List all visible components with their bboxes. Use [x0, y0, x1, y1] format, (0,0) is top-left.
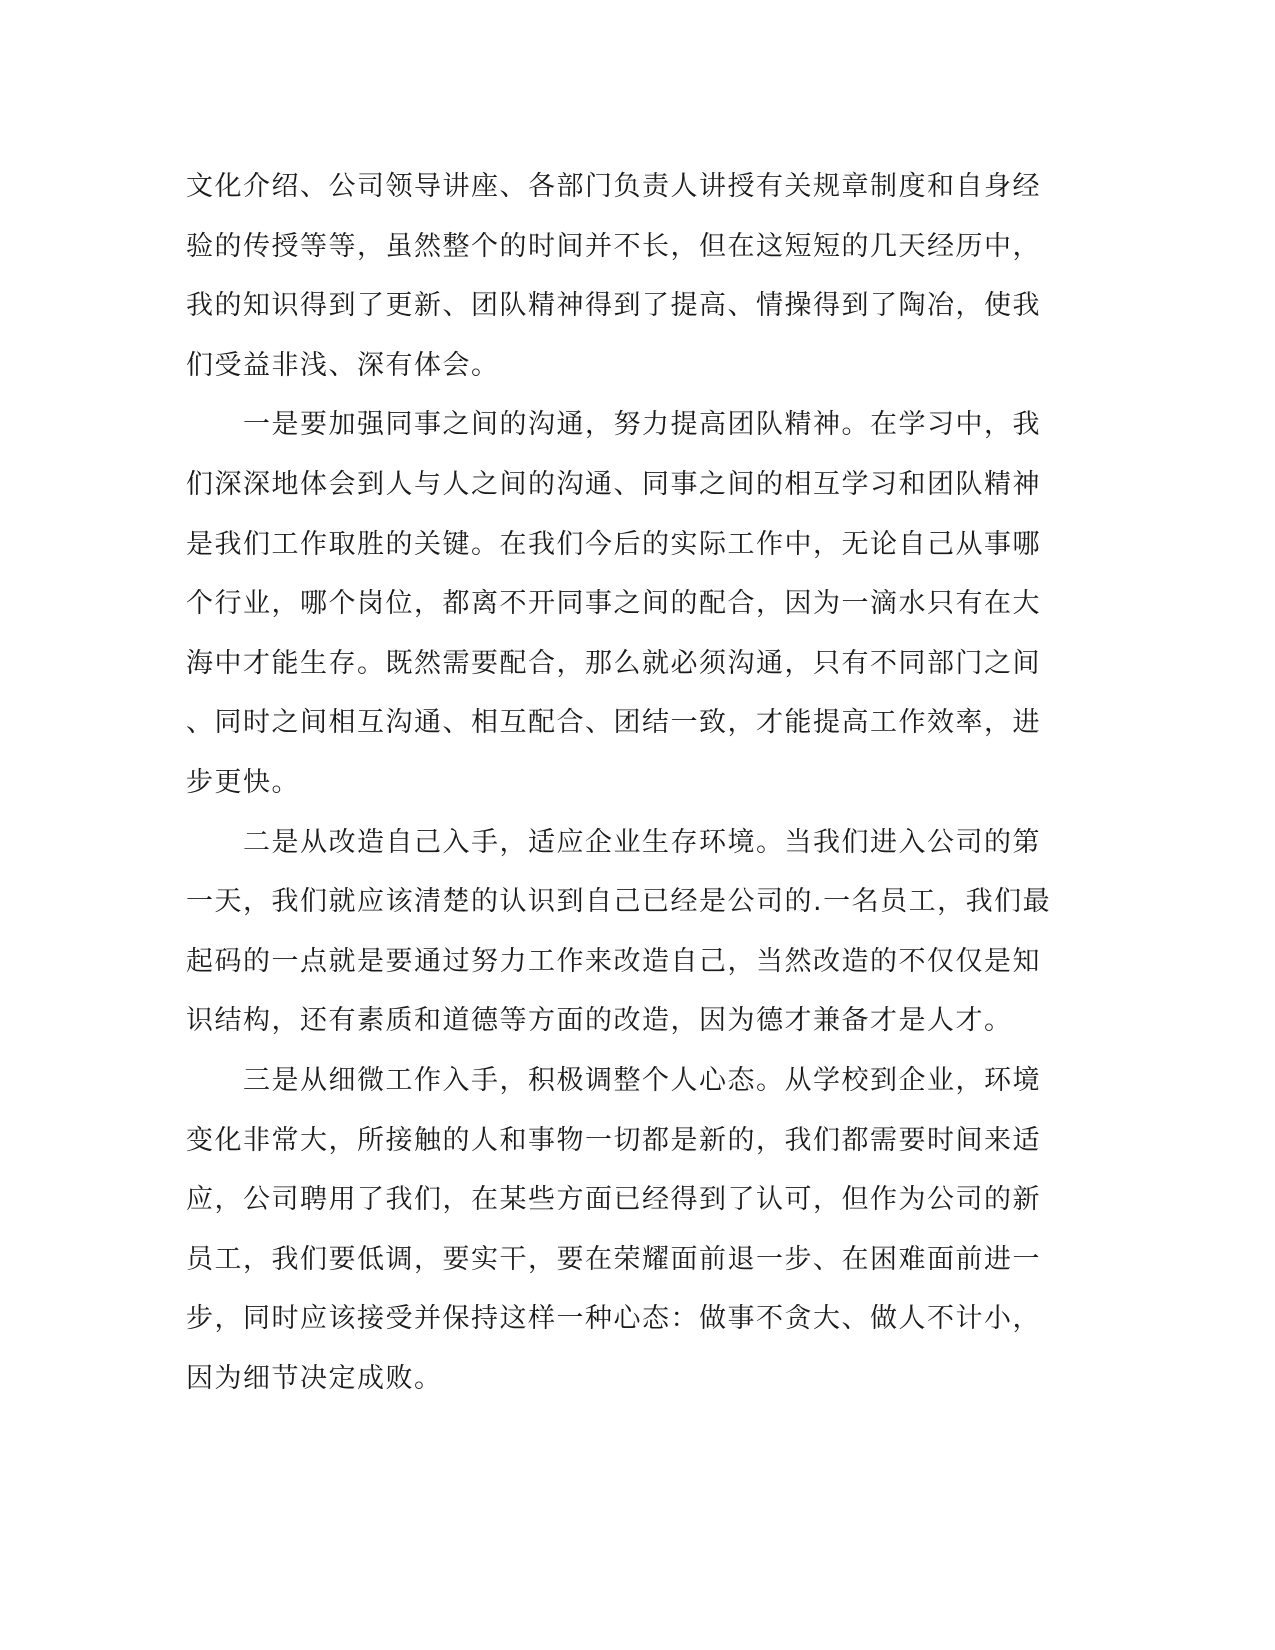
- text-line: 步，同时应该接受并保持这样一种心态：做事不贪大、做人不计小，: [186, 1303, 1041, 1335]
- text-line: 三是从细微工作入手，积极调整个人心态。从学校到企业，环境: [186, 1064, 1041, 1096]
- text-line: 、同时之间相互沟通、相互配合、团结一致，才能提高工作效率，进: [186, 707, 1041, 739]
- text-line: 变化非常大，所接触的人和事物一切都是新的，我们都需要时间来适: [186, 1124, 1041, 1156]
- text-line: 二是从改造自己入手，适应企业生存环境。当我们进入公司的第: [186, 826, 1041, 858]
- text-line: 应，公司聘用了我们，在某些方面已经得到了认可，但作为公司的新: [186, 1184, 1041, 1216]
- text-line: 一天，我们就应该清楚的认识到自己已经是公司的.一名员工，我们最: [186, 886, 1052, 918]
- text-line: 们深深地体会到人与人之间的沟通、同事之间的相互学习和团队精神: [186, 468, 1041, 500]
- paragraph-point-three: [186, 1051, 1086, 1409]
- text-line: 是我们工作取胜的关键。在我们今后的实际工作中，无论自己从事哪: [186, 528, 1041, 560]
- text-line: 个行业，哪个岗位，都离不开同事之间的配合，因为一滴水只有在大: [186, 588, 1041, 620]
- text-line: 一是要加强同事之间的沟通，努力提高团队精神。在学习中，我: [186, 409, 1041, 441]
- text-line: 文化介绍、公司领导讲座、各部门负责人讲授有关规章制度和自身经: [186, 171, 1041, 202]
- paragraph-point-one: [186, 395, 1086, 812]
- text-line: 识结构，还有素质和道德等方面的改造，因为德才兼备才是人才。: [186, 1005, 1013, 1037]
- paragraph-point-two: [186, 813, 1086, 1051]
- text-line: 我的知识得到了更新、团队精神得到了提高、情操得到了陶冶，使我: [186, 290, 1041, 322]
- text-line: 员工，我们要低调，要实干，要在荣耀面前退一步、在困难面前进一: [186, 1243, 1041, 1275]
- text-line: 海中才能生存。既然需要配合，那么就必须沟通，只有不同部门之间: [186, 647, 1041, 679]
- paragraph-intro-continued: [186, 157, 1086, 395]
- text-line: 们受益非浅、深有体会。: [186, 349, 500, 381]
- text-line: 起码的一点就是要通过努力工作来改造自己，当然改造的不仅仅是知: [186, 945, 1041, 977]
- text-line: 步更快。: [186, 766, 300, 798]
- document-body: [186, 157, 1086, 1408]
- text-line: 验的传授等等，虽然整个的时间并不长，但在这短短的几天经历中，: [186, 230, 1041, 262]
- text-line: 因为细节决定成败。: [186, 1362, 443, 1394]
